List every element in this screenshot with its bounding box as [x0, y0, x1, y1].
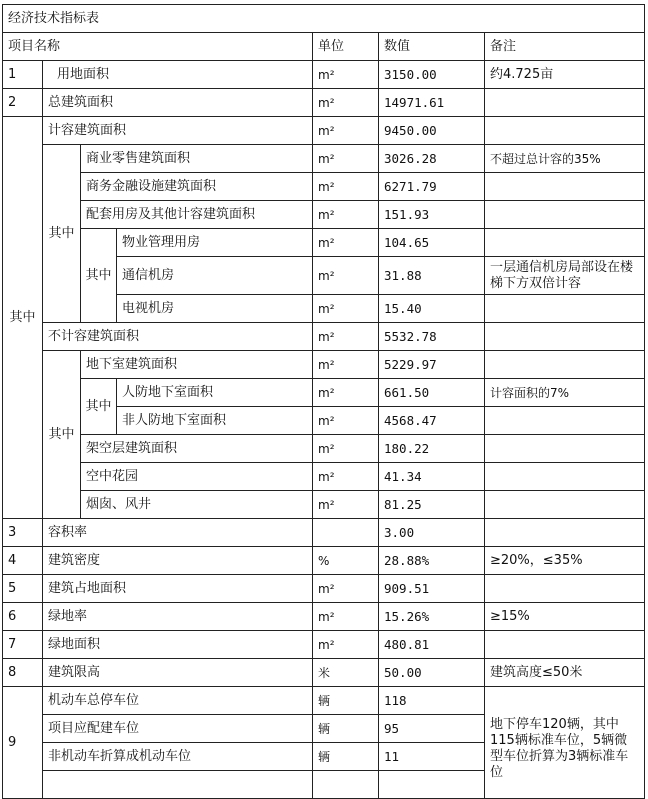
- item-unit: m²: [313, 631, 379, 659]
- item-note: [485, 463, 645, 491]
- table-row: [3, 631, 645, 659]
- item-name: 架空层建筑面积: [81, 435, 313, 463]
- item-unit: m²: [313, 257, 379, 295]
- item-unit: m²: [313, 201, 379, 229]
- table-row: [3, 659, 645, 687]
- item-name: 机动车总停车位: [43, 687, 313, 715]
- item-name: 总建筑面积: [43, 89, 313, 117]
- row-number: 9: [3, 687, 43, 799]
- item-note: 计容面积的7%: [485, 379, 645, 407]
- item-value: 6271.79: [379, 173, 485, 201]
- table-title: 经济技术指标表: [3, 5, 645, 33]
- item-value: 118: [379, 687, 485, 715]
- row-number: 3: [3, 519, 43, 547]
- item-value: 909.51: [379, 575, 485, 603]
- item-value: 5532.78: [379, 323, 485, 351]
- item-value: 3150.00: [379, 61, 485, 89]
- item-name: 建筑限高: [43, 659, 313, 687]
- item-value: 151.93: [379, 201, 485, 229]
- item-value: 3026.28: [379, 145, 485, 173]
- table-row: [3, 547, 645, 575]
- item-name: 计容建筑面积: [43, 117, 313, 145]
- item-unit: m²: [313, 575, 379, 603]
- row-number: 4: [3, 547, 43, 575]
- item-name: 非机动车折算成机动车位: [43, 743, 313, 771]
- group-label-qizhong: 其中: [43, 351, 81, 519]
- table-row: [3, 519, 645, 547]
- item-name: 通信机房: [117, 257, 313, 295]
- item-note: [485, 351, 645, 379]
- table-row: [3, 323, 645, 351]
- item-name: 配套用房及其他计容建筑面积: [81, 201, 313, 229]
- table-row: [3, 351, 645, 379]
- item-name: 项目应配建车位: [43, 715, 313, 743]
- item-unit: m²: [313, 229, 379, 257]
- group-label-qizhong: 其中: [81, 379, 117, 435]
- item-unit: [313, 771, 379, 799]
- item-value: 180.22: [379, 435, 485, 463]
- item-value: 14971.61: [379, 89, 485, 117]
- item-name: 空中花园: [81, 463, 313, 491]
- item-name: 人防地下室面积: [117, 379, 313, 407]
- table-row: [3, 117, 645, 145]
- item-value: 11: [379, 743, 485, 771]
- row-number: 8: [3, 659, 43, 687]
- item-unit: m²: [313, 295, 379, 323]
- row-number: 6: [3, 603, 43, 631]
- item-note: [485, 631, 645, 659]
- item-note: 一层通信机房局部设在楼梯下方双倍计容: [485, 257, 645, 295]
- item-name: 商务金融设施建筑面积: [81, 173, 313, 201]
- item-name: 不计容建筑面积: [43, 323, 313, 351]
- item-note: [485, 407, 645, 435]
- item-unit: 米: [313, 659, 379, 687]
- item-note: [485, 519, 645, 547]
- item-unit: m²: [313, 323, 379, 351]
- item-value: 28.88%: [379, 547, 485, 575]
- table-row: [3, 603, 645, 631]
- table-row: [3, 89, 645, 117]
- item-unit: m²: [313, 435, 379, 463]
- item-value: 15.40: [379, 295, 485, 323]
- item-unit: m²: [313, 173, 379, 201]
- item-value: 95: [379, 715, 485, 743]
- item-unit: m²: [313, 89, 379, 117]
- item-value: 661.50: [379, 379, 485, 407]
- item-value: 9450.00: [379, 117, 485, 145]
- item-name: 绿地率: [43, 603, 313, 631]
- item-note: 建筑高度≤50米: [485, 659, 645, 687]
- item-unit: 辆: [313, 743, 379, 771]
- table-row: [3, 463, 645, 491]
- item-note: [485, 435, 645, 463]
- table-row: [3, 201, 645, 229]
- row-number: 7: [3, 631, 43, 659]
- table-row: [3, 229, 645, 257]
- table-row: [3, 687, 645, 715]
- item-unit: 辆: [313, 715, 379, 743]
- economic-indicators-table: [2, 4, 645, 799]
- item-note: [485, 575, 645, 603]
- item-name: 电视机房: [117, 295, 313, 323]
- item-name: 物业管理用房: [117, 229, 313, 257]
- item-name: 地下室建筑面积: [81, 351, 313, 379]
- item-unit: 辆: [313, 687, 379, 715]
- item-unit: m²: [313, 491, 379, 519]
- item-name: [43, 771, 313, 799]
- item-note: [485, 229, 645, 257]
- item-note: [485, 201, 645, 229]
- item-value: 50.00: [379, 659, 485, 687]
- item-value: [379, 771, 485, 799]
- item-note: 不超过总计容的35%: [485, 145, 645, 173]
- item-name: 绿地面积: [43, 631, 313, 659]
- item-note: [485, 295, 645, 323]
- item-unit: m²: [313, 145, 379, 173]
- item-value: 480.81: [379, 631, 485, 659]
- table-row: [3, 435, 645, 463]
- item-unit: m²: [313, 351, 379, 379]
- item-value: 5229.97: [379, 351, 485, 379]
- item-value: 4568.47: [379, 407, 485, 435]
- table-row: [3, 379, 645, 407]
- item-note: 地下停车120辆，其中115辆标准车位，5辆微型车位折算为3辆标准车位: [485, 687, 645, 799]
- item-unit: m²: [313, 117, 379, 145]
- table-row: [3, 491, 645, 519]
- item-name: 烟囱、风井: [81, 491, 313, 519]
- item-name: 建筑密度: [43, 547, 313, 575]
- item-unit: [313, 519, 379, 547]
- item-unit: m²: [313, 61, 379, 89]
- item-name: 商业零售建筑面积: [81, 145, 313, 173]
- row-number: 1: [3, 61, 43, 89]
- item-name: 非人防地下室面积: [117, 407, 313, 435]
- item-value: 41.34: [379, 463, 485, 491]
- item-unit: m²: [313, 463, 379, 491]
- item-note: 约4.725亩: [485, 61, 645, 89]
- group-label-qizhong: 其中: [43, 145, 81, 323]
- item-note: [485, 89, 645, 117]
- item-unit: m²: [313, 379, 379, 407]
- table-row: [3, 145, 645, 173]
- item-unit: m²: [313, 407, 379, 435]
- table-row: [3, 61, 645, 89]
- header-name: 项目名称: [3, 33, 313, 61]
- item-note: ≥15%: [485, 603, 645, 631]
- item-unit: %: [313, 547, 379, 575]
- item-name: 容积率: [43, 519, 313, 547]
- header-value: 数值: [379, 33, 485, 61]
- group-label-qizhong: 其中: [3, 117, 43, 519]
- item-value: 3.00: [379, 519, 485, 547]
- header-unit: 单位: [313, 33, 379, 61]
- row-number: 5: [3, 575, 43, 603]
- table-row: [3, 173, 645, 201]
- item-note: ≥20%，≤35%: [485, 547, 645, 575]
- item-value: 81.25: [379, 491, 485, 519]
- table-row: [3, 575, 645, 603]
- item-unit: m²: [313, 603, 379, 631]
- item-value: 31.88: [379, 257, 485, 295]
- item-note: [485, 323, 645, 351]
- item-name: 用地面积: [43, 61, 313, 89]
- item-note: [485, 491, 645, 519]
- item-note: [485, 117, 645, 145]
- header-row: [3, 33, 645, 61]
- item-value: 104.65: [379, 229, 485, 257]
- header-note: 备注: [485, 33, 645, 61]
- row-number: 2: [3, 89, 43, 117]
- item-value: 15.26%: [379, 603, 485, 631]
- item-note: [485, 173, 645, 201]
- item-name: 建筑占地面积: [43, 575, 313, 603]
- group-label-qizhong: 其中: [81, 229, 117, 323]
